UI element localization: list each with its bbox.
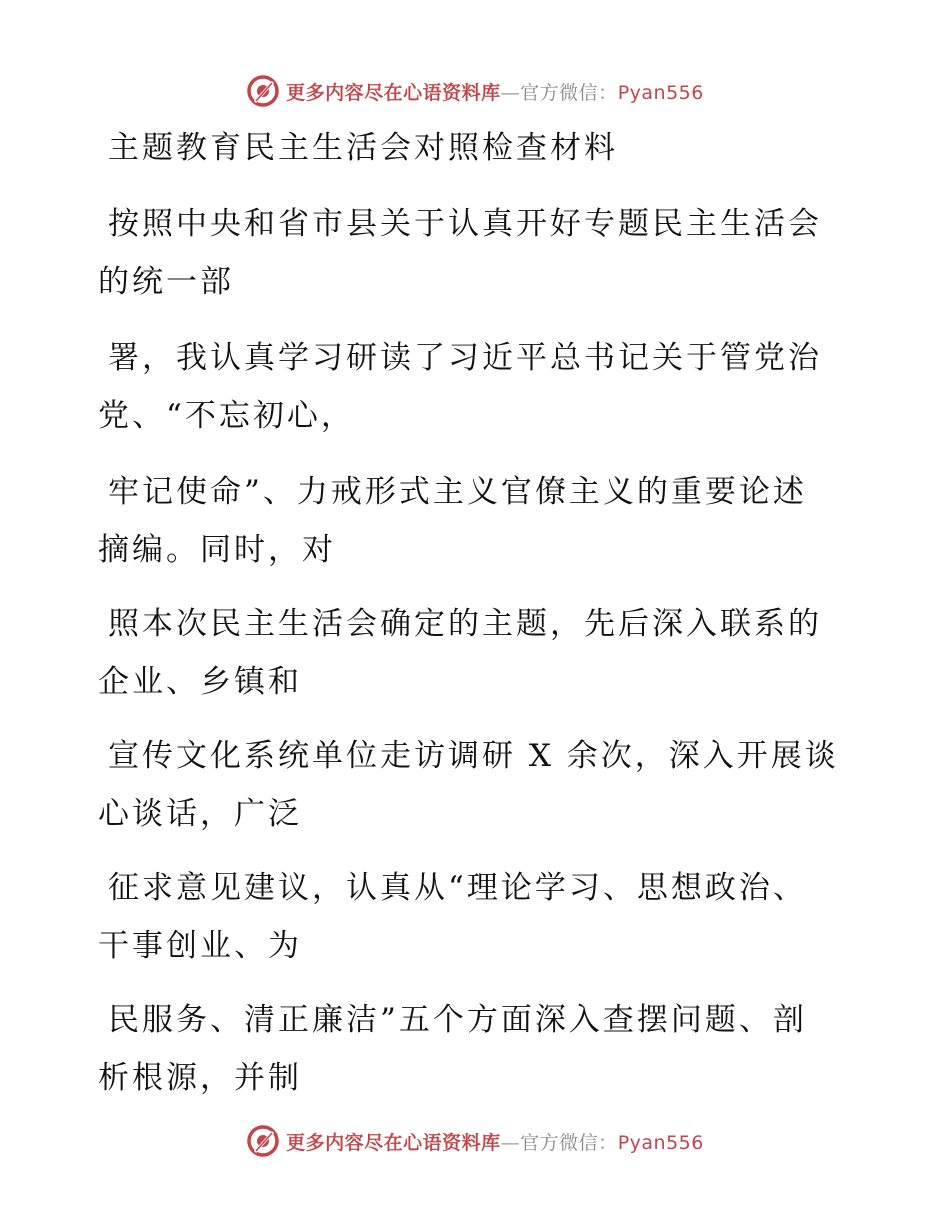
banner-account: Pyan556	[617, 1131, 704, 1154]
paragraph-line: 的统一部	[98, 264, 234, 300]
paragraph-line: 署，我认真学习研读了习近平总书记关于管党治	[108, 340, 822, 376]
banner-brand: 更多内容尽在心语资料库	[286, 1131, 501, 1154]
paragraph-line: 照本次民主生活会确定的主题，先后深入联系的	[108, 606, 822, 642]
paragraph-line: 牢记使命”、力戒形式主义官僚主义的重要论述	[108, 474, 807, 510]
paragraph-line: 按照中央和省市县关于认真开好专题民主生活会	[108, 206, 822, 242]
brand-logo-icon	[246, 1124, 280, 1158]
paragraph-line: 企业、乡镇和	[98, 664, 302, 700]
paragraph-line: 摘编。同时，对	[98, 532, 336, 568]
paragraph-line: 心谈话，广泛	[98, 796, 302, 832]
paragraph-line: 征求意见建议，认真从“理论学习、思想政治、	[108, 870, 807, 906]
paragraph-line: 宣传文化系统单位走访调研 X 余次，深入开展谈	[108, 738, 839, 774]
paragraph-line: 干事创业、为	[98, 928, 302, 964]
banner-dash: —	[500, 1131, 521, 1154]
banner-text	[286, 78, 704, 105]
banner-account: Pyan556	[617, 81, 704, 104]
paragraph-line: 析根源，并制	[98, 1060, 302, 1096]
banner-brand: 更多内容尽在心语资料库	[286, 81, 501, 104]
paragraph-line: 党、“不忘初心，	[98, 398, 355, 434]
banner-wechat-label: 官方微信：	[520, 81, 618, 104]
banner-dash: —	[500, 81, 521, 104]
brand-logo-icon	[246, 74, 280, 108]
document-title: 主题教育民主生活会对照检查材料	[108, 130, 618, 166]
footer-banner	[0, 1121, 950, 1161]
header-banner	[0, 71, 950, 111]
banner-text	[286, 1128, 704, 1155]
paragraph-line: 民服务、清正廉洁”五个方面深入查摆问题、剖	[108, 1002, 807, 1038]
banner-wechat-label: 官方微信：	[520, 1131, 618, 1154]
